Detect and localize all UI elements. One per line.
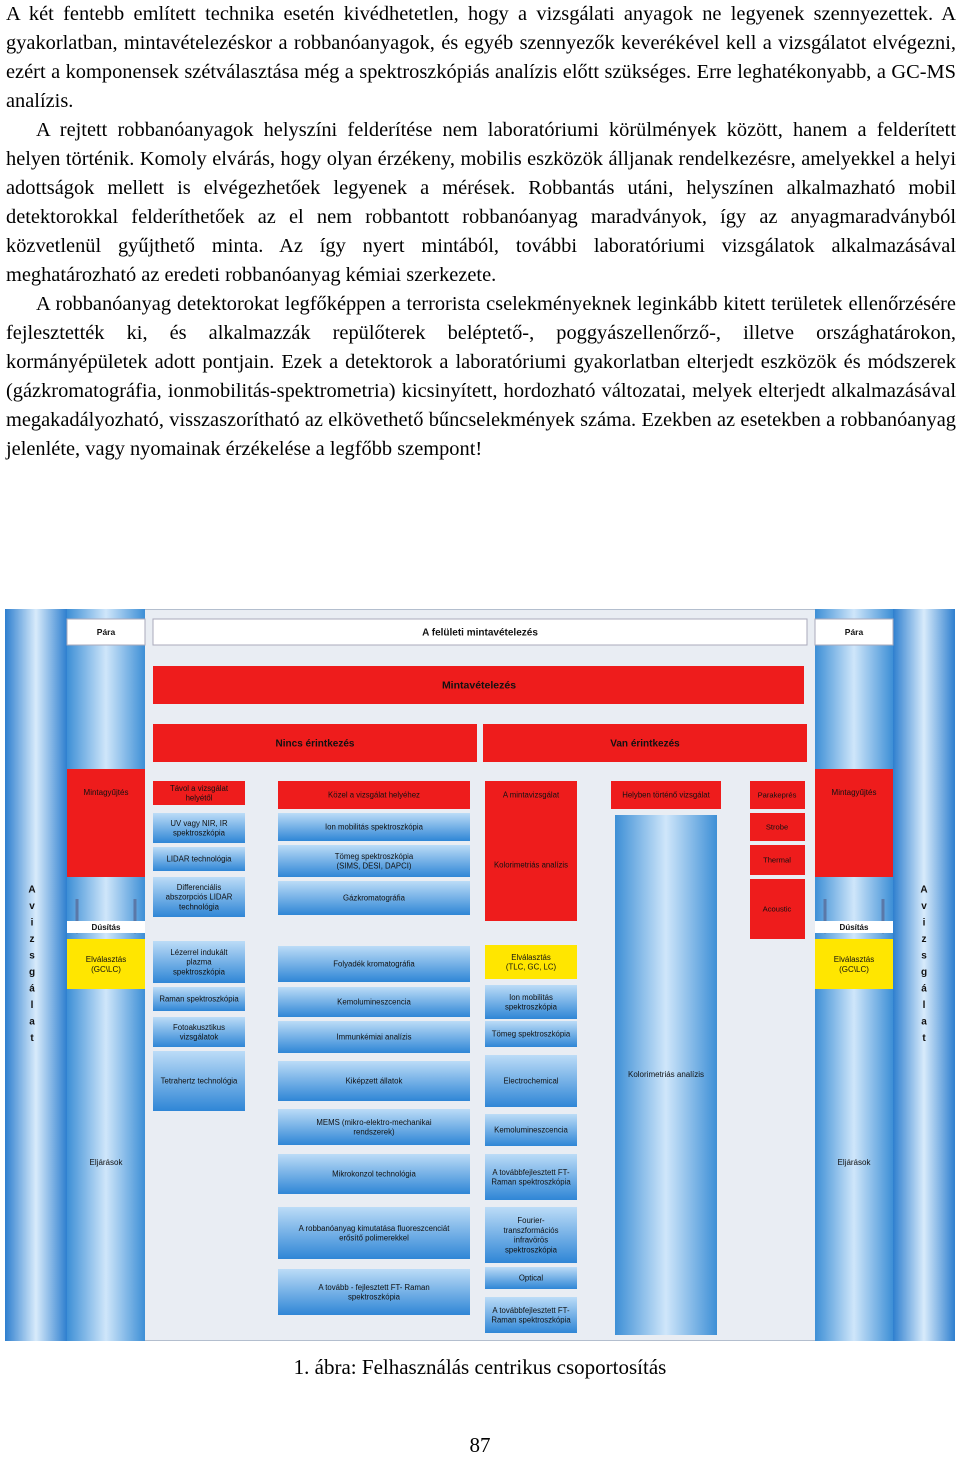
col3-label: A továbbfejlesztett FT-Raman spektroszkópia	[491, 1305, 571, 1325]
col2-label: A tovább - fejlesztett FT- Raman spektroszkópia	[318, 1282, 430, 1302]
right-vizsgalat-letter: t	[922, 1033, 926, 1044]
col1-label: Távol a vizsgálat helyétől	[169, 783, 229, 803]
left-vizsgalat-letter: t	[30, 1033, 34, 1044]
paragraph-1: A két fentebb említett technika esetén kivédhetetlen, hogy a vizsgálati anyagok ne legyenek szennyezettek. A gyakorlatban, mintavételezéskor a robbanóanyagok, és egyéb szennyezők keverékével kell a vizsgálatot elvégezni, ezért a komponensek szétválasztása még a spektroszkópiás analízis előtt szükséges. Erre leghatékonyabb, a GC-MS analízis.	[6, 3, 956, 112]
right-vizsgalat-letter: á	[921, 983, 927, 995]
right-vizsgalat-letter: l	[922, 1000, 926, 1011]
paragraph-3: A robbanóanyag detektorokat legfőképpen a terrorista cselekményeknek leginkább kitett területek ellenőrzésére fejlesztették ki, és alkalmazzák repülőterek beléptető-, poggyászellenőrző-, illetve országhatárokon, kormányépületek adott pontjain. Ezek a detektorok a laboratóriumi gyakorlatban elterjedt eszközök és módszerek (gázkromatográfia, ionmobilitás-spektrometria) kicsinyített, hordozható változatai, melyek elterjedt alkalmazásával megakadályozható, visszaszorítható az elkövethető bűncselekmények száma. Ezekben az esetekben a robbanóanyag jelenléte, vagy nyomainak érzékelése a legfőbb szempont!	[6, 293, 956, 460]
col3-label: Kolorimetriás analízis	[493, 860, 569, 870]
col1-label: LIDAR technológia	[166, 854, 232, 864]
col1-label: UV vagy NIR, IR spektroszkópia	[170, 818, 228, 838]
col5-label: Acoustic	[762, 904, 792, 914]
right-mintagyujtes-box	[815, 769, 893, 877]
left-elvalasztas-label: Elválasztás (GC\LC)	[85, 954, 127, 974]
right-vizsgalat-letter: a	[921, 1016, 927, 1028]
right-vizsgalat-letter: g	[920, 967, 928, 978]
right-vizsgalat-letter: v	[921, 901, 927, 912]
col1-label: Raman spektroszkópia	[159, 994, 239, 1004]
left-dusitas-label: Dúsítás	[91, 922, 121, 932]
para-right-label: Pára	[844, 626, 864, 637]
left-mintagyujtes-box	[67, 769, 145, 877]
col3-label: Optical	[518, 1273, 544, 1283]
mintavetelezes-label: Mintavételezés	[441, 679, 517, 692]
col1-label: Differenciális abszorpciós LIDAR technológia	[165, 882, 233, 912]
col5-label: Strobe	[765, 822, 789, 832]
col3-label: Elválasztás (TLC, GC, LC)	[505, 952, 557, 972]
col3-label: Fourier-transzformációs infravörös spektroszkópia	[503, 1216, 559, 1255]
left-vizsgalat-letter: i	[30, 917, 34, 929]
page-number: 87	[469, 1433, 491, 1457]
col2-label: Kiképzett állatok	[345, 1076, 403, 1086]
col2-label: Kemolumineszcencia	[337, 997, 411, 1007]
col2-label: Mikrokonzol technológia	[332, 1169, 416, 1179]
col1-label: Tetrahertz technológia	[160, 1076, 238, 1086]
left-vizsgalat-letter: á	[29, 983, 35, 995]
col3-label: Tömeg spektroszkópia	[491, 1029, 571, 1039]
col2-label: Közel a vizsgálat helyéhez	[328, 790, 420, 800]
right-vizsgalat-letter: z	[921, 934, 927, 945]
left-vizsgalat-letter: s	[29, 950, 35, 962]
col2-label: Folyadék kromatográfia	[333, 959, 415, 969]
right-vizsgalat-letter: i	[922, 917, 926, 929]
left-mintagyujtes-label: Mintagyűjtés	[83, 787, 129, 797]
nincs-erintkezes-label: Nincs érintkezés	[275, 738, 355, 750]
left-eljarasok-label: Eljárások	[89, 1157, 123, 1167]
col2-label: Ion mobilitás spektroszkópia	[325, 822, 423, 832]
van-erintkezes-label: Van érintkezés	[610, 738, 680, 750]
col2-label: Tömeg spektroszkópia (SIMS, DESI, DAPCI)	[334, 851, 414, 871]
col3-label: Electrochemical	[503, 1076, 559, 1086]
col2-label: MEMS (mikro-elektro-mechanikai rendszerek)	[316, 1117, 432, 1137]
col5-label: Parakeprés	[757, 790, 797, 800]
right-vizsgalat-letter: s	[921, 950, 927, 962]
right-dusitas-label: Dúsítás	[839, 922, 869, 932]
right-vizsgalat-letter: A	[920, 884, 928, 896]
col4-body-label: Kolorimetriás analízis	[627, 1069, 705, 1079]
left-vizsgalat-letter: g	[28, 967, 36, 978]
col2-label: Gázkromatográfia	[343, 893, 405, 903]
left-vizsgalat-letter: z	[29, 934, 35, 945]
left-vizsgalat-letter: l	[30, 1000, 34, 1011]
right-eljarasok-label: Eljárások	[837, 1157, 871, 1167]
left-vizsgalat-letter: A	[28, 884, 36, 896]
diagram-title: A felületi mintavételezés	[422, 627, 538, 639]
para-left-label: Pára	[96, 626, 116, 637]
diagram-frame	[5, 609, 955, 1341]
col4-header-label: Helyben történő vizsgálat	[622, 790, 710, 800]
col5-label: Thermal	[763, 855, 791, 865]
right-elvalasztas-label: Elválasztás (GC\LC)	[833, 954, 875, 974]
body-text	[6, 0, 956, 464]
col2-label: Immunkémiai analízis	[336, 1032, 412, 1042]
paragraph-2: A rejtett robbanóanyagok helyszíni felderítése nem laboratóriumi körülmények között, hanem a felderített helyen történik. Komoly elvárás, hogy olyan érzékeny, mobilis eszközök álljanak rendelkezésre, amelyekkel a helyi adottságok mellett is elvégezhetőek legyenek a mérések. Robbantás utáni, helyszínen alkalmazható mobil detektorokkal felderíthetőek az el nem robbantott robbanóanyag maradványok, így az anyagmaradványból közvetlenül gyűjthető minta. Az így nyert mintából, további laboratóriumi vizsgálatok alkalmazásával meghatározható az eredeti robbanóanyag kémiai szerkezete.	[6, 119, 956, 286]
col3-label: A mintavizsgálat	[502, 790, 560, 800]
right-mintagyujtes-label: Mintagyűjtés	[831, 787, 877, 797]
col2-label: A robbanóanyag kimutatása fluoreszcenciát erősítő polimerekkel	[298, 1223, 450, 1243]
left-rail	[5, 609, 67, 1341]
col1-label: Fotoakusztikus vizsgálatok	[172, 1022, 226, 1042]
detection-diagram	[5, 609, 955, 1341]
col3-label: Ion mobilitás spektroszkópia	[504, 992, 558, 1012]
left-vizsgalat-letter: v	[29, 901, 35, 912]
col3-label: A továbbfejlesztett FT-Raman spektroszkópia	[491, 1167, 571, 1187]
col1-label: Lézerrel indukált plazma spektroszkópia	[170, 947, 228, 977]
col3-label: Kemolumineszcencia	[494, 1125, 568, 1135]
figure-caption: 1. ábra: Felhasználás centrikus csoportosítás	[293, 1355, 667, 1379]
left-vizsgalat-letter: a	[29, 1016, 35, 1028]
